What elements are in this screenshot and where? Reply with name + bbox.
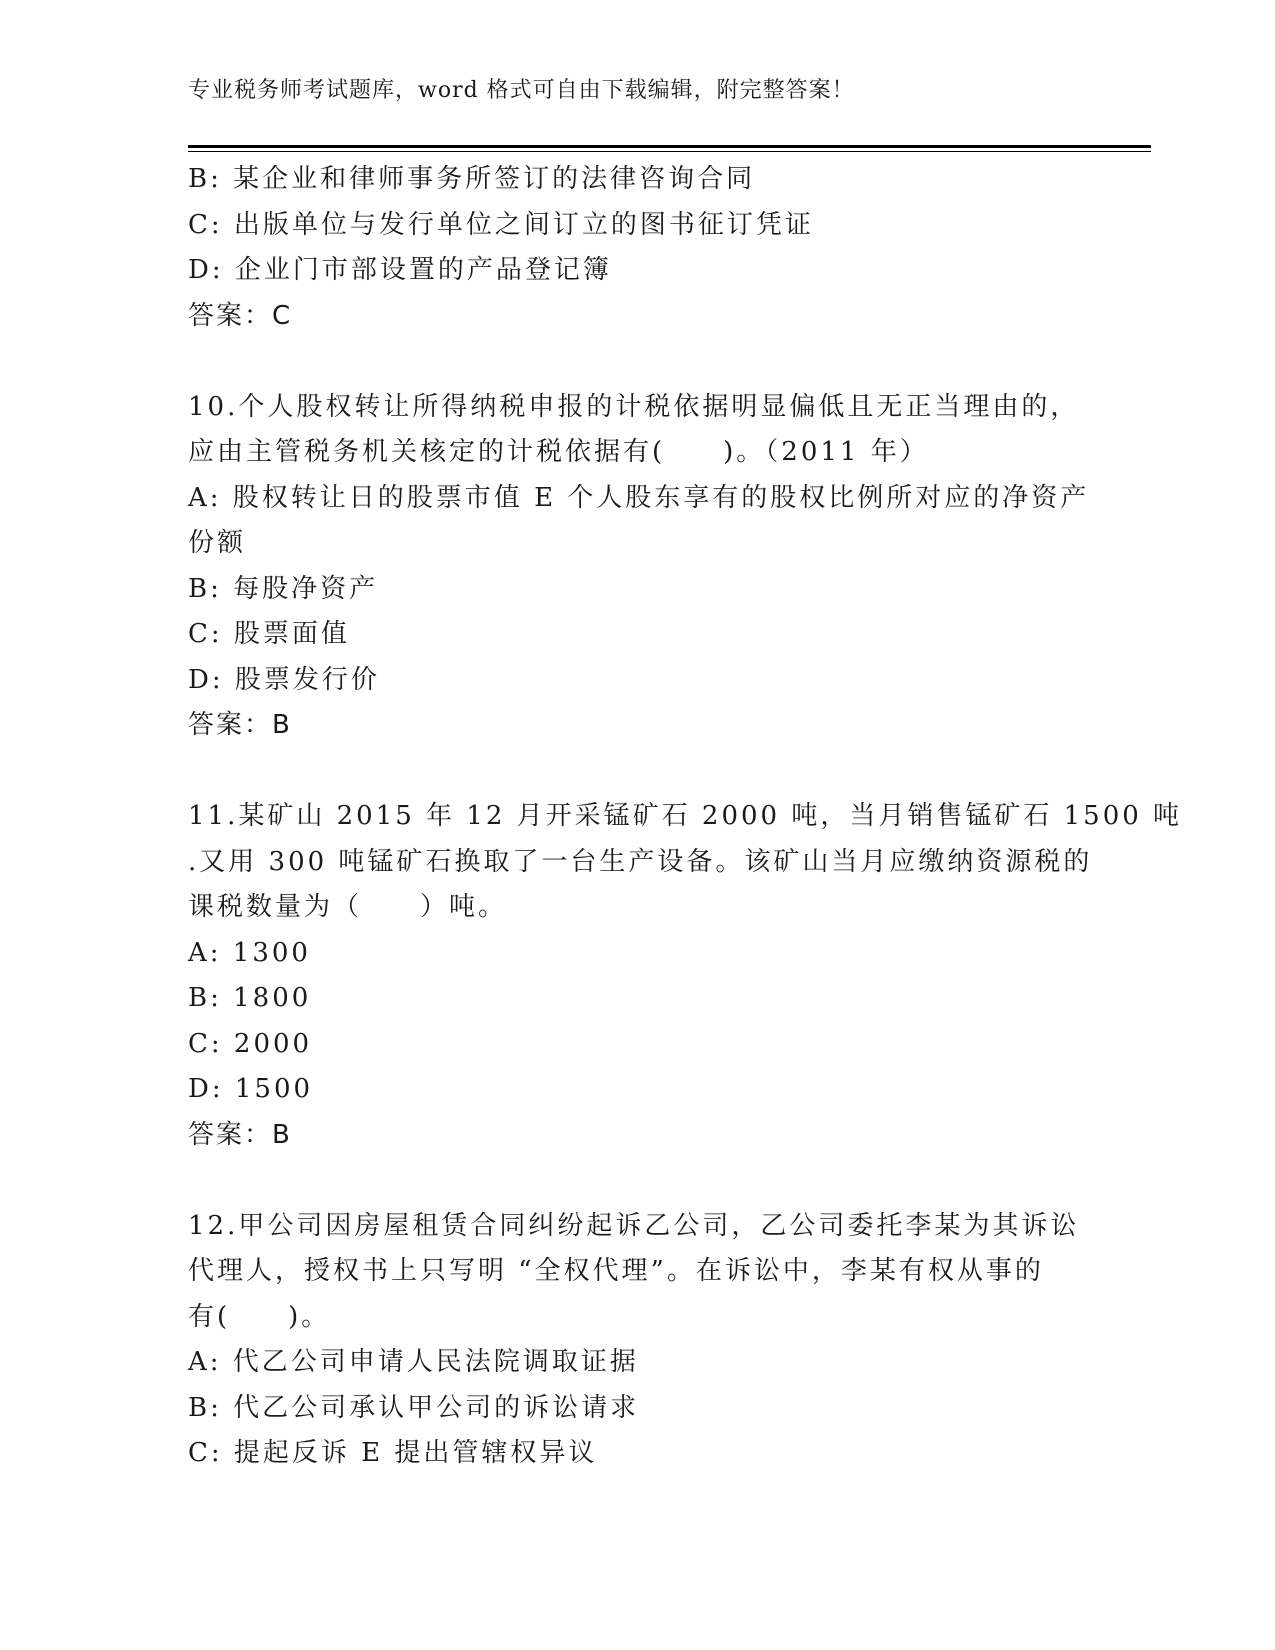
question-9 — [188, 157, 1078, 339]
question-11 — [188, 794, 1183, 1158]
option-a: A: 代乙公司申请人民法院调取证据 — [188, 1347, 639, 1377]
option-d: D: 1500 — [188, 1074, 314, 1104]
question-stem-line: 课税数量为（ ）吨。 — [188, 892, 508, 922]
question-stem-line: 11.某矿山 2015 年 12 月开采锰矿石 2000 吨，当月销售锰矿石 1500 吨 — [188, 801, 1183, 831]
question-12 — [188, 1204, 1078, 1477]
option-c: C: 2000 — [188, 1028, 313, 1059]
option-a-continued: 份额 — [188, 528, 247, 558]
answer: 答案：C — [188, 300, 293, 331]
option-d: D: 企业门市部设置的产品登记簿 — [188, 255, 612, 285]
document-body — [188, 157, 1183, 1477]
spacer — [188, 749, 1078, 795]
question-stem-line: .又用 300 吨锰矿石换取了一台生产设备。该矿山当月应缴纳资源税的 — [188, 846, 1093, 877]
option-b: B: 代乙公司承认甲公司的诉讼请求 — [188, 1392, 640, 1423]
answer: 答案：B — [188, 710, 292, 740]
option-a: A: 1300 — [188, 937, 311, 968]
option-b: B: 每股净资产 — [188, 573, 379, 604]
question-10 — [188, 385, 1090, 749]
question-stem-line: 代理人，授权书上只写明 “全权代理”。在诉讼中，李某有权从事的 — [188, 1256, 1044, 1286]
question-stem-line: 应由主管税务机关核定的计税依据有( )。（2011 年） — [188, 437, 929, 467]
option-b: B: 某企业和律师事务所签订的法律咨询合同 — [188, 164, 756, 194]
question-stem-line: 12.甲公司因房屋租赁合同纠纷起诉乙公司，乙公司委托李某为其诉讼 — [188, 1210, 1080, 1241]
option-a: A: 股权转让日的股票市值 E 个人股东享有的股权比例所对应的净资产 — [188, 482, 1090, 513]
question-stem-line: 10.个人股权转让所得纳税申报的计税依据明显偏低且无正当理由的， — [188, 391, 1080, 422]
header-rule-thick — [188, 145, 1151, 148]
spacer — [188, 1158, 1078, 1204]
option-c: C: 提起反诉 E 提出管辖权异议 — [188, 1438, 598, 1468]
option-c: C: 出版单位与发行单位之间订立的图书征订凭证 — [188, 209, 814, 240]
option-b: B: 1800 — [188, 983, 312, 1013]
answer: 答案：B — [188, 1119, 292, 1150]
option-c: C: 股票面值 — [188, 619, 350, 649]
page-header: 专业税务师考试题库，word 格式可自由下载编辑，附完整答案！ — [188, 78, 855, 103]
option-d: D: 股票发行价 — [188, 664, 380, 695]
header-rule-thin — [188, 151, 1151, 152]
question-stem-line: 有( )。 — [188, 1301, 331, 1332]
spacer — [188, 339, 1078, 385]
